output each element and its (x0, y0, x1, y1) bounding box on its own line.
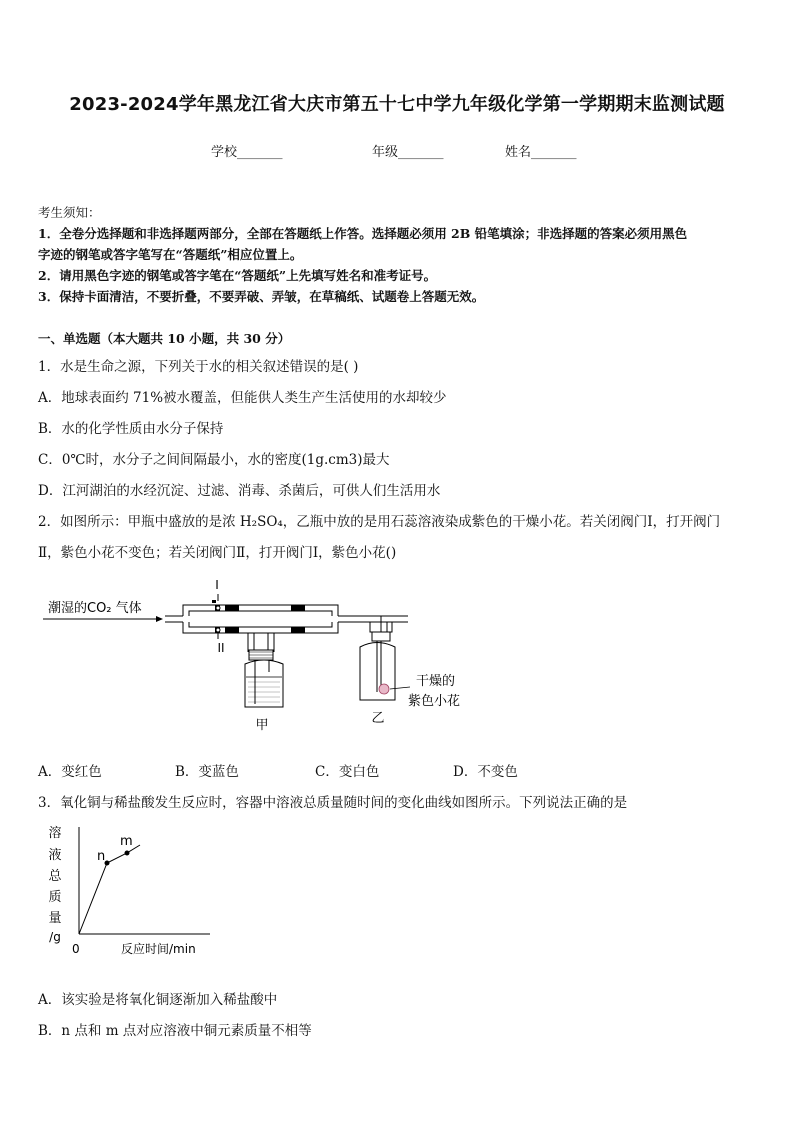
q1-option-c: C．0℃时，水分子之间间隔最小，水的密度(1g.cm3)最大 (38, 452, 390, 468)
valve-1-label: I (215, 578, 219, 592)
gas-label: 潮湿的CO₂ 气体 (48, 601, 142, 616)
bottle-yi-label: 乙 (371, 711, 385, 726)
section-heading: 一、单选题（本大题共 10 小题，共 30 分） (38, 331, 291, 346)
q3-option-a: A．该实验是将氧化铜逐渐加入稀盐酸中 (38, 992, 278, 1008)
q2-option-d: D．不变色 (453, 764, 518, 780)
y-axis-label (48, 825, 62, 944)
gas-inlet-arrow (43, 616, 163, 622)
point-n-label: n (97, 849, 106, 864)
origin-label: 0 (72, 942, 80, 956)
q3-stem: 3．氧化铜与稀盐酸发生反应时，容器中溶液总质量随时间的变化曲线如图所示。下列说法正确的是 (38, 795, 628, 811)
q2-option-b: B．变蓝色 (175, 764, 239, 780)
q3-option-b: B．n 点和 m 点对应溶液中铜元素质量不相等 (38, 1023, 312, 1039)
svg-text:质: 质 (48, 890, 62, 905)
notice-item-1: 1．全卷分选择题和非选择题两部分，全部在答题纸上作答。选择题必须用 2B 铅笔填涂；非选择题的答案必须用黑色 (38, 226, 688, 241)
point-n (105, 861, 110, 866)
q1-stem: 1．水是生命之源，下列关于水的相关叙述错误的是( ) (38, 359, 359, 375)
connector (291, 627, 305, 633)
q1-option-b: B．水的化学性质由水分子保持 (38, 421, 224, 437)
grade-field: 年级_______ (372, 145, 444, 160)
point-m-label: m (120, 834, 133, 849)
mass-curve (79, 845, 140, 934)
connector (225, 627, 239, 633)
connector (225, 605, 239, 611)
bottle-jia-label: 甲 (255, 718, 269, 733)
svg-text:溶: 溶 (48, 826, 62, 841)
flower-icon (379, 684, 389, 694)
valve-2 (215, 627, 220, 639)
q2-stem-line1: 2．如图所示：甲瓶中盛放的是浓 H₂SO₄，乙瓶中放的是用石蕊溶液染成紫色的干燥小花。若关闭阀门Ⅰ，打开阀门 (38, 514, 721, 530)
bottle-jia (245, 650, 283, 707)
bottle-yi (360, 622, 395, 700)
svg-text:液: 液 (48, 848, 62, 863)
notice-heading: 考生须知： (38, 205, 101, 220)
valve-1 (212, 594, 220, 611)
connector (291, 605, 305, 611)
mass-time-graph (40, 822, 220, 962)
q2-stem-line2: Ⅱ，紫色小花不变色；若关闭阀门Ⅱ，打开阀门Ⅰ，紫色小花() (38, 545, 397, 561)
notice-item-3: 3．保持卡面清洁，不要折叠，不要弄破、弄皱，在草稿纸、试题卷上答题无效。 (38, 289, 485, 304)
q2-option-c: C．变白色 (315, 764, 380, 780)
page-title: 2023-2024学年黑龙江省大庆市第五十七中学九年级化学第一学期期末监测试题 (69, 94, 725, 115)
q2-option-a: A．变红色 (38, 764, 102, 780)
valve-2-label: II (217, 641, 225, 655)
name-field: 姓名_______ (505, 145, 577, 160)
flower-label-1: 干燥的 (416, 674, 456, 689)
notice-item-1-cont: 字迹的钢笔或答字笔写在“答题纸”相应位置上。 (38, 247, 303, 262)
q1-option-a: A．地球表面约 71%被水覆盖，但能供人类生产生活使用的水却较少 (38, 390, 447, 406)
flower-label-2: 紫色小花 (408, 694, 461, 709)
point-m (125, 851, 130, 856)
q1-option-d: D．江河湖泊的水经沉淀、过滤、消毒、杀菌后，可供人们生活用水 (38, 483, 441, 499)
svg-text:量: 量 (48, 911, 62, 926)
svg-text:/g: /g (49, 930, 61, 944)
x-axis-label: 反应时间/min (121, 942, 196, 956)
svg-text:总: 总 (48, 869, 62, 884)
notice-item-2: 2．请用黑色字迹的钢笔或答字笔在“答题纸”上先填写姓名和准考证号。 (38, 268, 437, 283)
apparatus-diagram (38, 572, 488, 742)
school-field: 学校_______ (211, 145, 283, 160)
